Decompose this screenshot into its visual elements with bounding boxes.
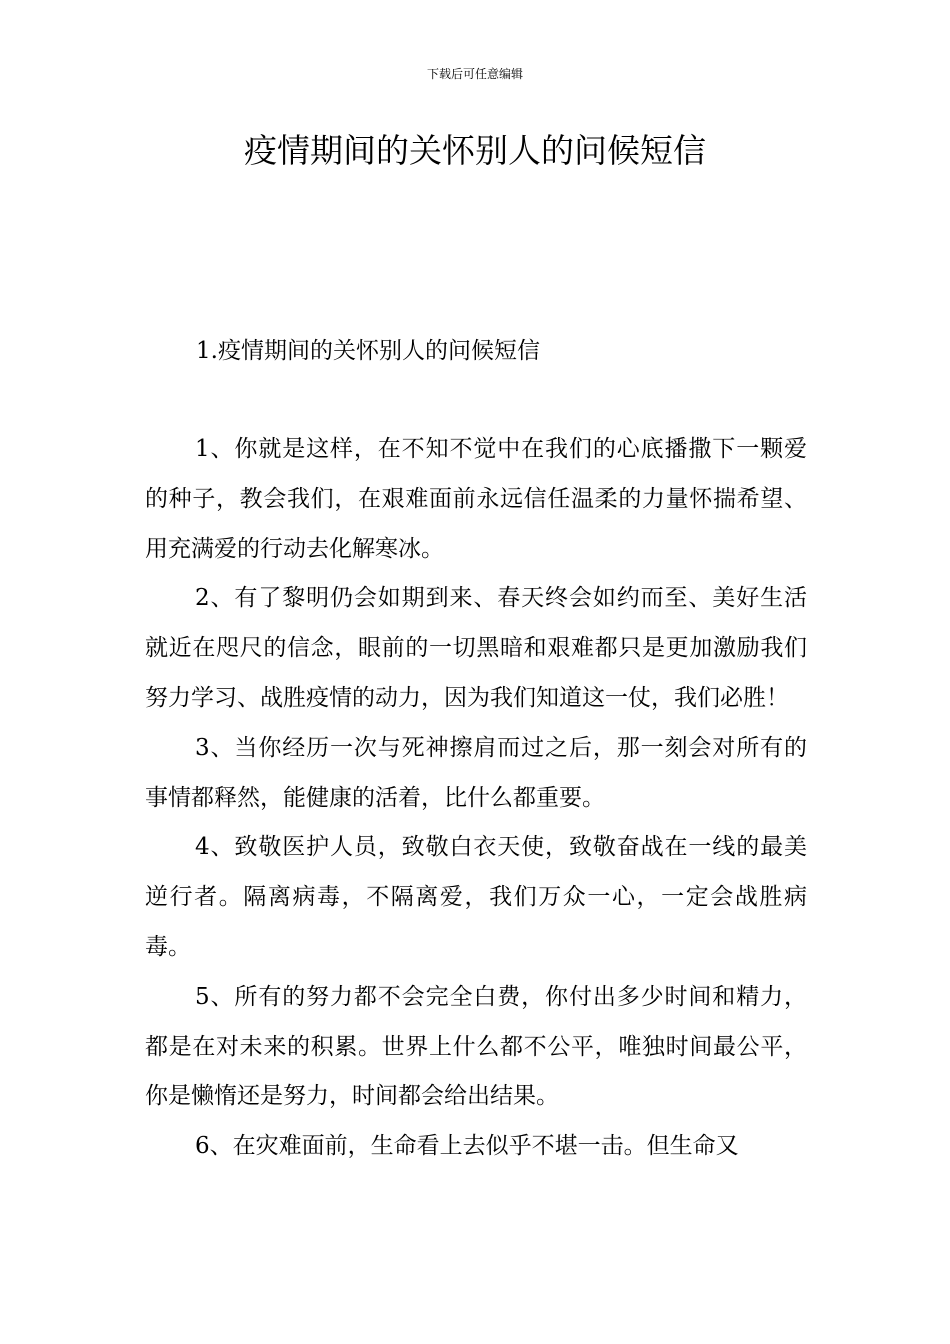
body-text: [145, 425, 807, 1172]
paragraph-4: 4、致敬医护人员，致敬白衣天使，致敬奋战在一线的最美逆行者。隔离病毒，不隔离爱，我们万众一心，一定会战胜病毒。: [145, 834, 807, 960]
paragraph-6: 6、在灾难面前，生命看上去似乎不堪一击。但生命又: [195, 1133, 739, 1160]
paragraph-5: 5、所有的努力都不会完全白费，你付出多少时间和精力，都是在对未来的积累。世界上什么都不公平，唯独时间最公平，你是懒惰还是努力，时间都会给出结果。: [145, 983, 807, 1110]
header-note: 下载后可任意编辑: [426, 67, 523, 81]
document-title: 疫情期间的关怀别人的问候短信: [244, 131, 706, 170]
section-heading: 1.疫情期间的关怀别人的问候短信: [196, 338, 540, 364]
paragraph-2: 2、有了黎明仍会如期到来、春天终会如约而至、美好生活就近在咫尺的信念，眼前的一切黑暗和艰难都只是更加激励我们努力学习、战胜疫情的动力，因为我们知道这一仗，我们必胜！: [145, 585, 807, 711]
paragraph-1: 1、你就是这样，在不知不觉中在我们的心底播撒下一颗爱的种子，教会我们，在艰难面前永远信任温柔的力量怀揣希望、用充满爱的行动去化解寒冰。: [145, 436, 807, 562]
paragraph-3: 3、当你经历一次与死神擦肩而过之后，那一刻会对所有的事情都释然，能健康的活着，比什么都重要。: [145, 734, 807, 811]
